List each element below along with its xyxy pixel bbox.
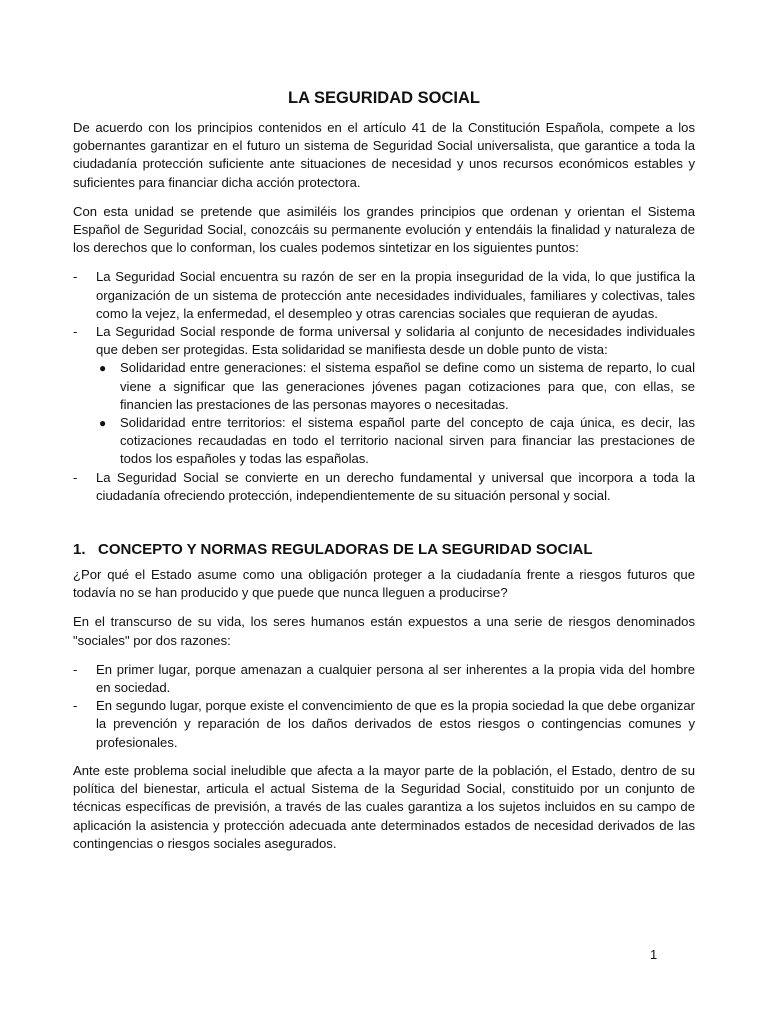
bullet-icon: ● — [99, 416, 107, 431]
principle-text: La Seguridad Social se convierte en un derecho fundamental y universal que incorpora a toda la ciudadanía ofreciendo protección, independientemente de su situación personal y social. — [96, 469, 695, 503]
list-item — [73, 697, 695, 752]
bullet-icon: ● — [99, 361, 107, 376]
section-paragraph-3: Ante este problema social ineludible que afecta a la mayor parte de la población, el Estado, dentro de su política del bienestar, articula el actual Sistema de la Seguridad Social, constituido por un conjunto de técnicas específicas de previsión, a través de las cuales garantiza a los sujetos incluidos en su campo de aplicación la asistencia y protección adecuada ante determinados estados de necesidad derivados de las contingencias o riesgos sociales asegurados. — [73, 762, 695, 851]
dash-marker: - — [73, 324, 78, 340]
intro-paragraph-2: Con esta unidad se pretende que asimiléis los grandes principios que ordenan y orientan el Sistema Español de Seguridad Social, conozcáis su permanente evolución y entendáis la finalidad y naturaleza de los derechos que lo conforman, los cuales podemos sintetizar en los siguientes puntos: — [73, 203, 695, 256]
reasons-list — [73, 661, 695, 752]
dash-marker: - — [73, 698, 78, 714]
principle-text: La Seguridad Social responde de forma universal y solidaria al conjunto de necesidades individuales que deben ser protegidas. Esta solidaridad se manifiesta desde un doble punto de vista: — [96, 324, 695, 358]
section-paragraph-1: ¿Por qué el Estado asume como una obligación proteger a la ciudadanía frente a riesgos futuros que todavía no se han producido y que puede que nunca lleguen a producirse? — [73, 567, 695, 601]
list-item — [73, 661, 695, 697]
principles-list — [73, 268, 695, 505]
section-heading — [73, 540, 695, 560]
section-number: 1. — [73, 541, 86, 559]
dash-marker: - — [73, 661, 78, 677]
dash-marker: - — [73, 269, 78, 285]
sub-item-text: Solidaridad entre generaciones: el sistema español se define como un sistema de reparto, lo cual viene a significar que las generaciones jóvenes pagan cotizaciones para que, con ellas, se financien las prestaciones de las personas mayores o necesitadas. — [120, 360, 695, 412]
list-item — [73, 268, 695, 323]
document-page — [73, 88, 695, 864]
section-paragraph-2: En el transcurso de su vida, los seres humanos están expuestos a una serie de riesgos denominados "sociales" por dos razones: — [73, 614, 695, 648]
sub-list-item — [96, 359, 695, 414]
sub-item-text: Solidaridad entre territorios: el sistema español parte del concepto de caja única, es decir, las cotizaciones recaudadas en todo el territorio nacional sirven para financiar las prestaciones de todos los españoles y todas las españolas. — [120, 415, 695, 467]
principle-text: La Seguridad Social encuentra su razón de ser en la propia inseguridad de la vida, lo que justifica la organización de un sistema de protección ante necesidades individuales, familiares y colectivas, tales como la vejez, la enfermedad, el desempleo y otras carencias sociales que requieran de ayudas. — [96, 269, 695, 321]
reason-text: En segundo lugar, porque existe el convencimiento de que es la propia sociedad la que debe organizar la prevención y reparación de los daños derivados de estos riesgos o contingencias comunes y profesionales. — [96, 698, 695, 750]
list-item — [73, 469, 695, 505]
sub-list-item — [96, 414, 695, 469]
page-number: 1 — [650, 947, 658, 962]
section-title: CONCEPTO Y NORMAS REGULADORAS DE LA SEGURIDAD SOCIAL — [98, 541, 593, 559]
list-item — [73, 323, 695, 469]
solidarity-sublist — [96, 359, 695, 468]
reason-text: En primer lugar, porque amenazan a cualquier persona al ser inherentes a la propia vida del hombre en sociedad. — [96, 661, 695, 696]
dash-marker: - — [73, 469, 78, 485]
intro-paragraph-1: De acuerdo con los principios contenidos en el artículo 41 de la Constitución Española, compete a los gobernantes garantizar en el futuro un sistema de Seguridad Social universalista, que garantice a toda la ciudadanía protección suficiente ante situaciones de necesidad y unos recursos económicos estables y suficientes para financiar dicha acción protectora. — [73, 120, 695, 190]
document-title: LA SEGURIDAD SOCIAL — [288, 89, 480, 107]
